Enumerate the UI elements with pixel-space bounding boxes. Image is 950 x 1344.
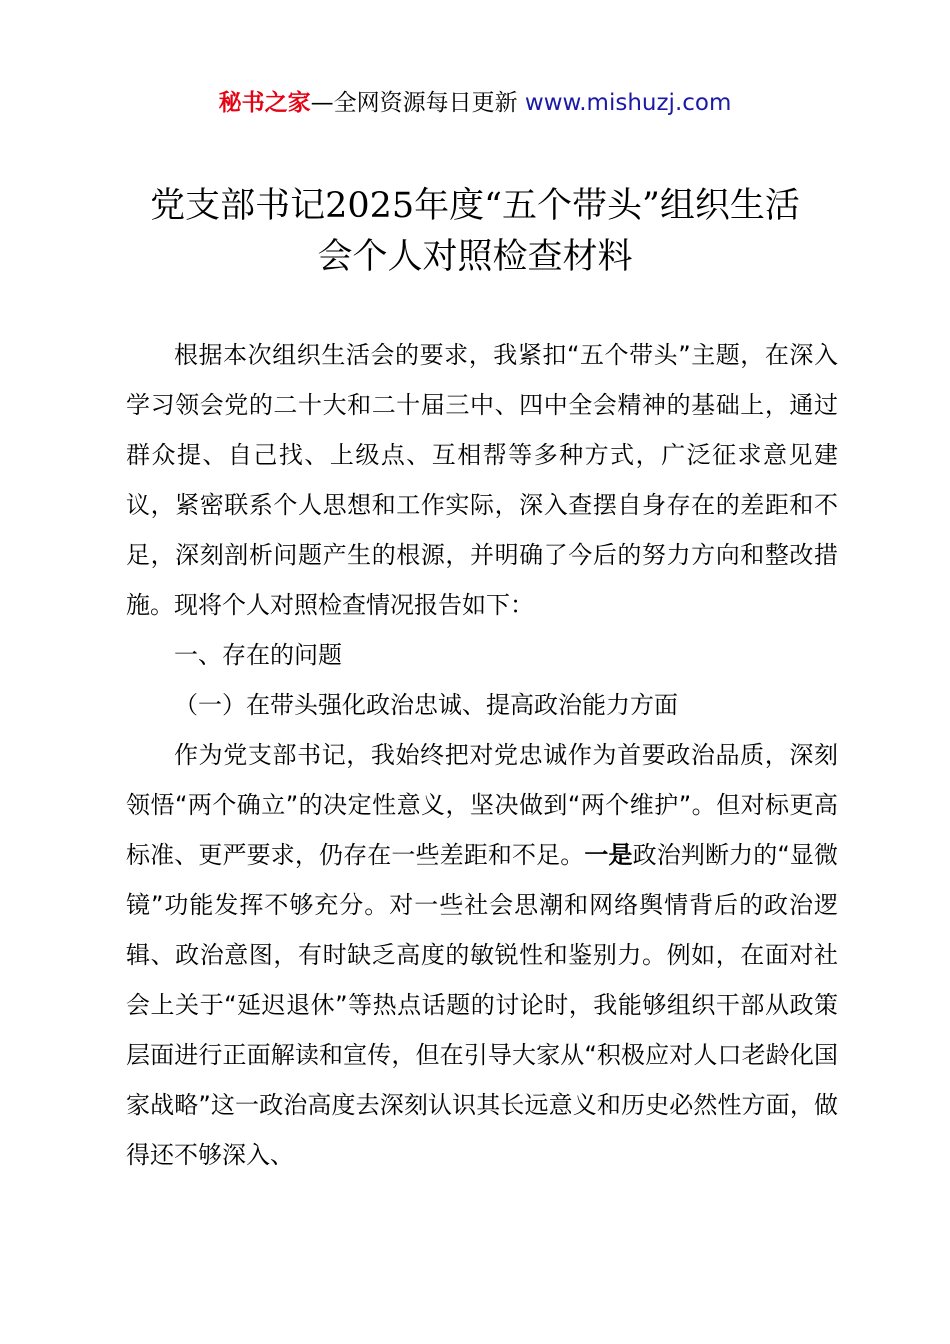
subsection-heading-political-loyalty: （一）在带头强化政治忠诚、提高政治能力方面: [174, 691, 678, 719]
title-line-1: 党支部书记2025年度“五个带头”组织生活: [150, 186, 800, 226]
site-brand: 秘书之家: [218, 90, 311, 116]
site-url: www.mishuzj.com: [524, 90, 732, 116]
site-tagline: —全网资源每日更新: [310, 90, 525, 116]
document-title: [60, 181, 890, 283]
section-heading-problems: 一、存在的问题: [174, 641, 342, 669]
political-loyalty-paragraph: [126, 730, 838, 1180]
site-header: [0, 86, 950, 120]
point-marker: 一是: [584, 841, 633, 869]
intro-paragraph: 根据本次组织生活会的要求，我紧扣“五个带头”主题，在深入学习领会党的二十大和二十届三中、四中全会精神的基础上，通过群众提、自己找、上级点、互相帮等多种方式，广泛征求意见建议，紧密联系个人思想和工作实际，深入查摆自身存在的差距和不足，深刻剖析问题产生的根源，并明确了今后的努力方向和整改措施。现将个人对照检查情况报告如下：: [126, 341, 838, 619]
title-line-2: 会个人对照检查材料: [317, 237, 633, 277]
document-body: [126, 330, 838, 1180]
paragraph-text: 作为党支部书记，我始终把对党忠诚作为首要政治品质，深刻领悟“两个确立”的决定性意义，坚决做到“两个维护”。但对标更高标准、更严要求，仍存在一些差距和不足。: [126, 741, 838, 869]
paragraph-text: 政治判断力的“显微镜”功能发挥不够充分。对一些社会思潮和网络舆情背后的政治逻辑、政治意图，有时缺乏高度的敏锐性和鉴别力。例如，在面对社会上关于“延迟退休”等热点话题的讨论时，我能够组织干部从政策层面进行正面解读和宣传，但在引导大家从“积极应对人口老龄化国家战略”这一政治高度去深刻认识其长远意义和历史必然性方面，做得还不够深入、: [126, 841, 839, 1169]
